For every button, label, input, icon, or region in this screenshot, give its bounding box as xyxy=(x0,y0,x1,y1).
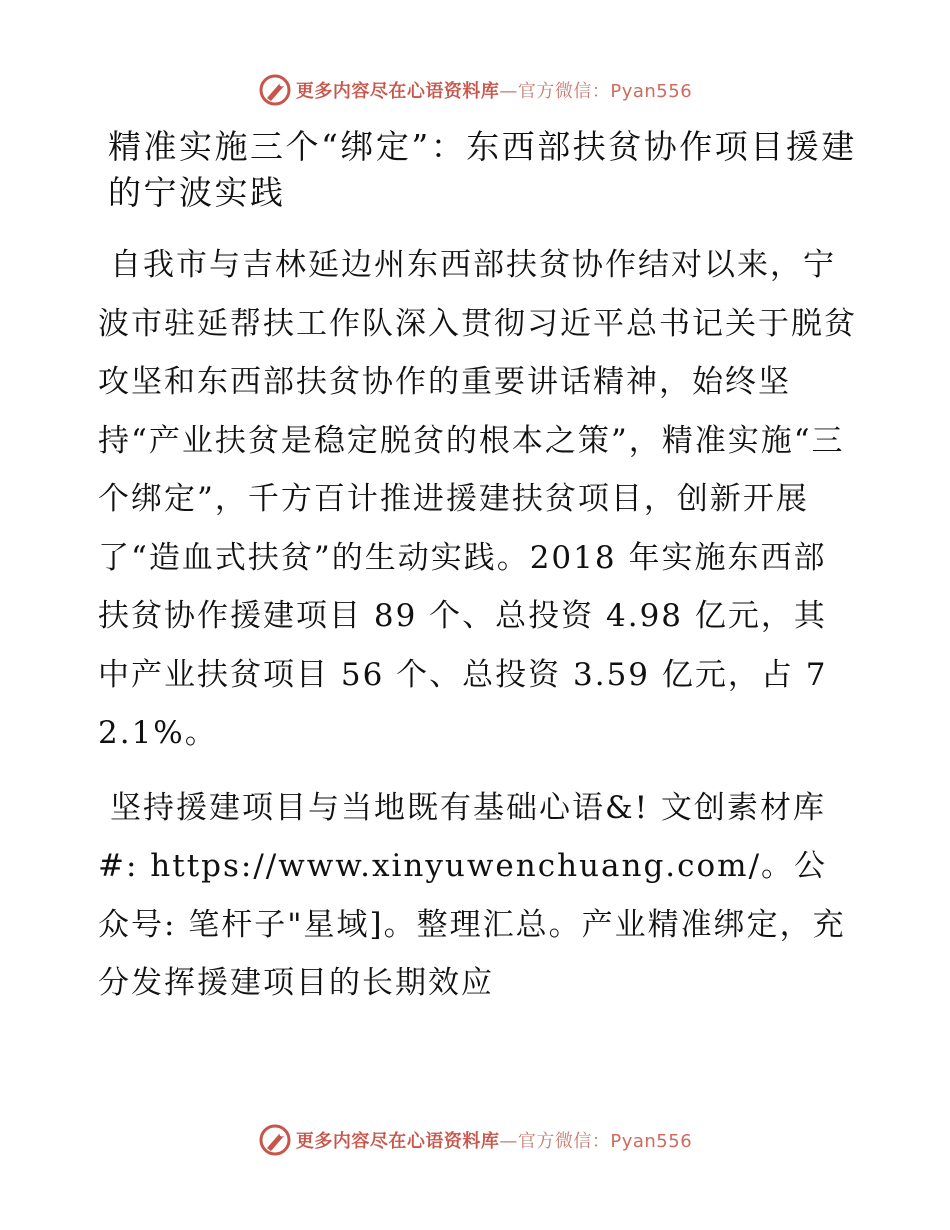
banner-wechat-id: Pyan556 xyxy=(610,1131,693,1152)
article-paragraph: 坚持援建项目与当地既有基础心语&! 文创素材库#: https://www.xinyuwenchuang.com/。公众号: 笔杆子"星域]。整理汇总。产业精准绑定，充分发挥援建项目的长期效应 xyxy=(98,789,846,1001)
banner-brand: 更多内容尽在心语资料库 xyxy=(295,1131,500,1152)
banner-wechat-label: 官方微信： xyxy=(517,1131,611,1152)
banner-wechat-label: 官方微信： xyxy=(517,81,611,102)
banner-brand: 更多内容尽在心语资料库 xyxy=(295,81,500,102)
article-body xyxy=(98,124,858,1029)
pen-logo-icon xyxy=(258,1123,292,1157)
footer-banner xyxy=(0,1120,950,1160)
banner-text xyxy=(296,77,692,103)
article-paragraph: 自我市与吉林延边州东西部扶贫协作结对以来，宁波市驻延帮扶工作队深入贯彻习近平总书记关于脱贫攻坚和东西部扶贫协作的重要讲话精神，始终坚持“产业扶贫是稳定脱贫的根本之策”，精准实施“三个绑定”，千方百计推进援建扶贫项目，创新开展了“造血式扶贫”的生动实践。2018 年实施东西部扶贫协作援建项目 89 个、总投资 4.98 亿元，其中产业扶贫项目 56 个、总投资 3.59 亿元，占 72.1%。 xyxy=(98,247,857,751)
banner-text xyxy=(296,1127,692,1153)
banner-dash: — xyxy=(499,81,518,102)
banner-wechat-id: Pyan556 xyxy=(610,81,693,102)
header-banner xyxy=(0,70,950,110)
pen-logo-icon xyxy=(258,73,292,107)
article-title: 精准实施三个“绑定”：东西部扶贫协作项目援建的宁波实践 xyxy=(108,127,857,212)
banner-dash: — xyxy=(499,1131,518,1152)
